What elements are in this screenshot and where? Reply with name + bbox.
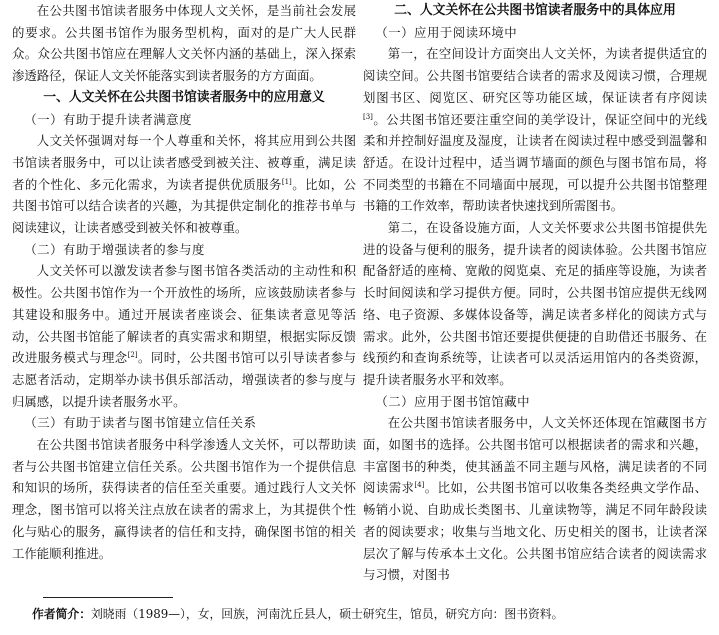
- author-footnote: [32, 605, 692, 623]
- intro-paragraph: 在公共图书馆读者服务中体现人文关怀，是当前社会发展的要求。公共图书馆作为服务型机构，面对的是广大人民群众。众公共图书馆应在理解人文关怀内涵的基础上，深入探索渗透路径，保证人文关怀能落实到读者服务的方方面面。: [12, 3, 356, 84]
- left-column: [12, 0, 356, 564]
- paragraph-text: 。比如，公共图书馆可以结合读者的兴趣，为其提供定制化的推荐书单与阅读建议，让读者感受到被关怀和被尊重。: [12, 176, 357, 236]
- paragraph-text: 。比如，公共图书馆可以收集各类经典文学作品、畅销小说、自助成长类图书、儿童读物等，满足不同年龄段读者的阅读要求；收集与当地文化、历史相关的图书，让读者深层次了解与传承本土文化。公共图书馆应结合读者的阅读需求与习惯，对图书: [363, 480, 708, 583]
- subsection-2-1-paragraph-1: [363, 43, 707, 217]
- citation-ref: [1]: [281, 177, 292, 186]
- citation-ref: [2]: [127, 351, 138, 360]
- subsection-2-1-heading: （一）应用于阅读环境中: [375, 24, 518, 40]
- paragraph-text: 人文关怀可以激发读者参与图书馆各类活动的主动性和积极性。公共图书馆作为一个开放性的场所，应该鼓励读者参与其建设和服务中。通过开展读者座谈会、征集读者意见等活动，公共图书馆能了解读者的真实需求和期望，根据实际反馈改进服务模式与理念: [12, 263, 356, 366]
- paragraph-text: 第一，在空间设计方面突出人文关怀，为读者提供适宜的阅读空间。公共图书馆要结合读者的需求及阅读习惯，合理规划图书区、阅览区、研究区等功能区域，保证读者有序阅读: [363, 46, 707, 105]
- paragraph-text: 在公共图书馆读者服务中，人文关怀还体现在馆藏图书方面，如图书的选择。公共图书馆可以根据读者的需求和兴趣，丰富图书的种类，使其涵盖不同主题与风格，满足读者的不同阅读需求: [363, 415, 707, 496]
- footnote-label: 作者简介：: [32, 607, 91, 621]
- subsection-1-2-paragraph: [12, 260, 356, 412]
- subsection-2-2-paragraph: [363, 412, 707, 586]
- citation-ref: [3]: [363, 112, 373, 121]
- subsection-1-1-paragraph: [12, 130, 356, 239]
- footnote-divider: [43, 597, 173, 598]
- paragraph-text: 人文关怀强调对每一个人尊重和关怀，将其应用到公共图书馆读者服务中，可以让读者感受到被关注、被尊重，满足读者的个性化、多元化需求，为读者提供优质服务: [12, 133, 356, 192]
- footnote-text: 刘晓雨（1989—），女，回族，河南沈丘县人，硕士研究生，馆员，研究方向：图书资料。: [91, 607, 564, 621]
- subsection-1-1-heading: （一）有助于提升读者满意度: [24, 111, 192, 127]
- paragraph-text: 。同时，公共图书馆可以引导读者参与志愿者活动，定期举办读书俱乐部活动，增强读者的参与度与归属感，以提升读者服务水平。: [12, 350, 357, 409]
- paragraph-text: 。公共图书馆还要注重空间的美学设计，保证空间中的光线柔和并控制好温度及湿度，让读者在阅读过程中感受到温馨和舒适。在设计过程中，适当调节墙面的颜色与图书馆布局，将不同类型的书籍在不同墙面中展现，可以提升公共图书馆整理书籍的工作效率，帮助读者快速找到所需图书。: [363, 111, 707, 214]
- subsection-1-3-paragraph: 在公共图书馆读者服务中科学渗透人文关怀，可以帮助读者与公共图书馆建立信任关系。公共图书馆作为一个提供信息和知识的场所，获得读者的信任至关重要。通过践行人文关怀理念，图书馆可以将关注点放在读者的需求上，为其提供个性化与贴心的服务，赢得读者的信任和支持，确保图书馆的相关工作能顺利推进。: [12, 437, 356, 561]
- section-1-heading: 一、人文关怀在公共图书馆读者服务中的应用意义: [43, 89, 325, 105]
- citation-ref: [4]: [414, 481, 425, 490]
- subsection-2-1-paragraph-2: 第二，在设备设施方面，人文关怀要求公共图书馆提供先进的设备与便利的服务，提升读者的阅读体验。公共图书馆应配备舒适的座椅、宽敞的阅览桌、充足的插座等设施，为读者长时间阅读和学习提供方便。同时，公共图书馆应提供无线网络、电子资源、多媒体设备等，满足读者多样化的阅读方式与需求。此外，公共图书馆还要提供便捷的自助借还书服务、在线预约和查询系统等，让读者可以灵活运用馆内的各类资源，提升读者服务水平和效率。: [363, 220, 707, 387]
- subsection-2-2-heading: （二）应用于图书馆馆藏中: [375, 393, 531, 409]
- section-2-heading: 二、人文关怀在公共图书馆读者服务中的具体应用: [394, 3, 676, 18]
- subsection-1-2-heading: （二）有助于增强读者的参与度: [24, 241, 205, 257]
- subsection-1-3-heading: （三）有助于读者与图书馆建立信任关系: [24, 415, 257, 431]
- right-column: [363, 0, 707, 586]
